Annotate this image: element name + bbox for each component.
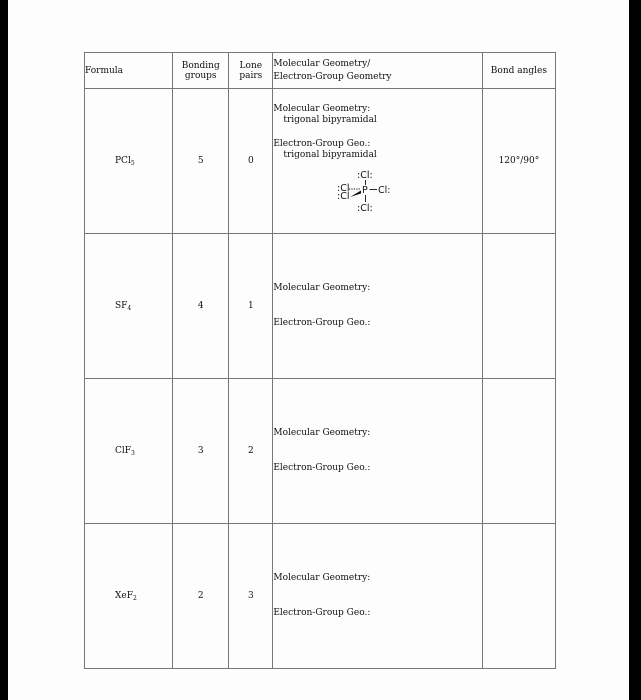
geometry-cell[interactable] [273, 379, 482, 524]
formula-cell [85, 379, 173, 524]
formula-base: ClF [115, 445, 132, 456]
table-row [85, 379, 556, 524]
header-geometry-line2: Electron-Group Geometry [273, 71, 392, 82]
lewis-atom-top: :Cl: [357, 169, 374, 181]
table-row [85, 234, 556, 379]
bond-angles-cell[interactable] [482, 234, 555, 379]
molecular-geometry-label: Molecular Geometry: [273, 428, 371, 438]
bond-angles-cell[interactable] [482, 379, 555, 524]
header-bond-angles: Bond angles [482, 53, 555, 89]
header-row [85, 53, 556, 89]
formula-subscript: 5 [130, 159, 135, 167]
bonding-groups-cell: 5 [173, 89, 229, 234]
electron-group-geometry-label: Electron-Group Geo.: [273, 608, 371, 618]
lone-pairs-cell: 3 [229, 524, 273, 669]
bond-angles-cell[interactable] [482, 524, 555, 669]
bonding-groups-cell: 3 [173, 379, 229, 524]
molecular-geometry-label: Molecular Geometry: [273, 573, 371, 583]
bonding-groups-cell: 2 [173, 524, 229, 669]
formula-base: SF [115, 300, 128, 311]
header-geometry [273, 53, 482, 89]
header-lone-pairs [229, 53, 273, 89]
header-bonding-groups [173, 53, 229, 89]
formula-cell [85, 234, 173, 379]
header-bonding-line1: Bonding [181, 60, 220, 71]
formula-subscript: 2 [132, 594, 137, 602]
electron-group-geometry-value: trigonal bipyramidal [283, 149, 377, 160]
geometry-cell[interactable] [273, 524, 482, 669]
vsepr-table [84, 52, 556, 669]
lone-pairs-cell: 2 [229, 379, 273, 524]
header-geometry-line1: Molecular Geometry/ [273, 58, 371, 69]
molecular-geometry-value: trigonal bipyramidal [283, 114, 377, 125]
molecular-geometry-label: Molecular Geometry: [273, 103, 371, 114]
geometry-cell [273, 89, 482, 234]
header-bonding-line2: groups [184, 70, 217, 81]
table-row [85, 89, 556, 234]
lewis-atom-bottom: :Cl: [357, 202, 374, 214]
header-lone-line1: Lone [239, 60, 263, 71]
geometry-cell[interactable] [273, 234, 482, 379]
bonding-groups-cell: 4 [173, 234, 229, 379]
lone-pairs-cell: 0 [229, 89, 273, 234]
lewis-atom-right: Cl: [378, 184, 391, 196]
formula-cell [85, 524, 173, 669]
formula-base: XeF [115, 590, 133, 601]
lone-pairs-cell: 1 [229, 234, 273, 379]
formula-cell [85, 89, 173, 234]
lewis-atom-center: P [362, 184, 369, 196]
worksheet-page [8, 0, 629, 700]
formula-base: PCl [115, 155, 131, 166]
electron-group-geometry-label: Electron-Group Geo.: [273, 138, 371, 149]
header-formula: Formula [85, 53, 173, 89]
molecular-geometry-label: Molecular Geometry: [273, 283, 371, 293]
lewis-structure [335, 169, 401, 219]
electron-group-geometry-label: Electron-Group Geo.: [273, 318, 371, 328]
lewis-atom-left-lower: :Cl [337, 190, 350, 202]
formula-subscript: 3 [131, 449, 135, 457]
bond-angles-cell: 120°/90° [482, 89, 555, 234]
header-lone-line2: pairs [239, 70, 263, 81]
lewis-bond-wedge [350, 190, 361, 197]
electron-group-geometry-label: Electron-Group Geo.: [273, 463, 371, 473]
lewis-atom-left-upper: :Cl [337, 182, 350, 194]
table-row [85, 524, 556, 669]
formula-subscript: 4 [127, 304, 132, 312]
